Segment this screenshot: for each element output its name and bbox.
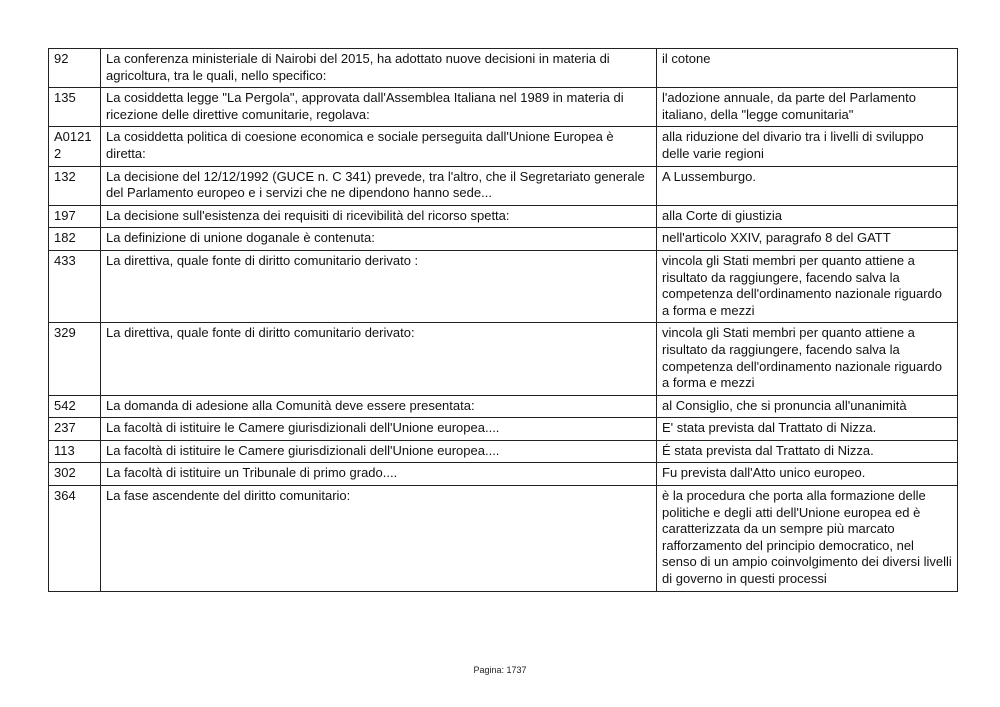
answer-cell: il cotone bbox=[657, 49, 958, 88]
answer-cell: vincola gli Stati membri per quanto attiene a risultato da raggiungere, facendo salva la competenza dell'ordinamento nazionale riguardo a forma e mezzi bbox=[657, 250, 958, 322]
question-id-cell: 433 bbox=[49, 250, 101, 322]
question-cell: La facoltà di istituire un Tribunale di primo grado.... bbox=[101, 463, 657, 486]
question-id-cell: 329 bbox=[49, 323, 101, 395]
answer-cell: l'adozione annuale, da parte del Parlamento italiano, della "legge comunitaria" bbox=[657, 88, 958, 127]
question-id-cell: 542 bbox=[49, 395, 101, 418]
question-id-cell: 302 bbox=[49, 463, 101, 486]
answer-cell: É stata prevista dal Trattato di Nizza. bbox=[657, 440, 958, 463]
table-row bbox=[49, 323, 958, 395]
table-row bbox=[49, 440, 958, 463]
table-row bbox=[49, 88, 958, 127]
question-id-cell: 113 bbox=[49, 440, 101, 463]
table-row bbox=[49, 166, 958, 205]
question-cell: La conferenza ministeriale di Nairobi del 2015, ha adottato nuove decisioni in materia di agricoltura, tra le quali, nello specifico: bbox=[101, 49, 657, 88]
answer-cell: nell'articolo XXIV, paragrafo 8 del GATT bbox=[657, 228, 958, 251]
answer-cell: al Consiglio, che si pronuncia all'unanimità bbox=[657, 395, 958, 418]
question-cell: La direttiva, quale fonte di diritto comunitario derivato: bbox=[101, 323, 657, 395]
table-row bbox=[49, 250, 958, 322]
table-row bbox=[49, 418, 958, 441]
answer-cell: è la procedura che porta alla formazione delle politiche e degli atti dell'Unione europea ed è caratterizzata da un sempre più marcato rafforzamento del principio democratico, nel senso di un ampio coinvolgimento dei diversi livelli di governo in questi processi bbox=[657, 486, 958, 592]
table-row bbox=[49, 49, 958, 88]
question-cell: La cosiddetta legge "La Pergola", approvata dall'Assemblea Italiana nel 1989 in materia di ricezione delle direttive comunitarie, regolava: bbox=[101, 88, 657, 127]
question-id-cell: 182 bbox=[49, 228, 101, 251]
question-cell: La fase ascendente del diritto comunitario: bbox=[101, 486, 657, 592]
table-row bbox=[49, 127, 958, 166]
question-answer-table bbox=[48, 48, 958, 592]
question-cell: La direttiva, quale fonte di diritto comunitario derivato : bbox=[101, 250, 657, 322]
question-cell: La cosiddetta politica di coesione economica e sociale perseguita dall'Unione Europea è diretta: bbox=[101, 127, 657, 166]
question-cell: La decisione del 12/12/1992 (GUCE n. C 341) prevede, tra l'altro, che il Segretariato generale del Parlamento europeo e i servizi che ne dipendono hanno sede... bbox=[101, 166, 657, 205]
question-id-cell: 237 bbox=[49, 418, 101, 441]
answer-cell: vincola gli Stati membri per quanto attiene a risultato da raggiungere, facendo salva la competenza dell'ordinamento nazionale riguardo a forma e mezzi bbox=[657, 323, 958, 395]
table-row bbox=[49, 463, 958, 486]
question-id-cell: 197 bbox=[49, 205, 101, 228]
table-row bbox=[49, 395, 958, 418]
answer-cell: A Lussemburgo. bbox=[657, 166, 958, 205]
table-row bbox=[49, 228, 958, 251]
question-id-cell: 92 bbox=[49, 49, 101, 88]
question-cell: La definizione di unione doganale è contenuta: bbox=[101, 228, 657, 251]
answer-cell: alla riduzione del divario tra i livelli di sviluppo delle varie regioni bbox=[657, 127, 958, 166]
question-id-cell: A01212 bbox=[49, 127, 101, 166]
question-id-cell: 132 bbox=[49, 166, 101, 205]
question-cell: La decisione sull'esistenza dei requisiti di ricevibilità del ricorso spetta: bbox=[101, 205, 657, 228]
question-cell: La domanda di adesione alla Comunità deve essere presentata: bbox=[101, 395, 657, 418]
table-row bbox=[49, 486, 958, 592]
answer-cell: Fu prevista dall'Atto unico europeo. bbox=[657, 463, 958, 486]
table-row bbox=[49, 205, 958, 228]
question-cell: La facoltà di istituire le Camere giurisdizionali dell'Unione europea.... bbox=[101, 440, 657, 463]
question-id-cell: 364 bbox=[49, 486, 101, 592]
answer-cell: alla Corte di giustizia bbox=[657, 205, 958, 228]
answer-cell: E' stata prevista dal Trattato di Nizza. bbox=[657, 418, 958, 441]
question-cell: La facoltà di istituire le Camere giurisdizionali dell'Unione europea.... bbox=[101, 418, 657, 441]
page-number: Pagina: 1737 bbox=[473, 665, 527, 675]
table-body bbox=[49, 49, 958, 592]
question-id-cell: 135 bbox=[49, 88, 101, 127]
